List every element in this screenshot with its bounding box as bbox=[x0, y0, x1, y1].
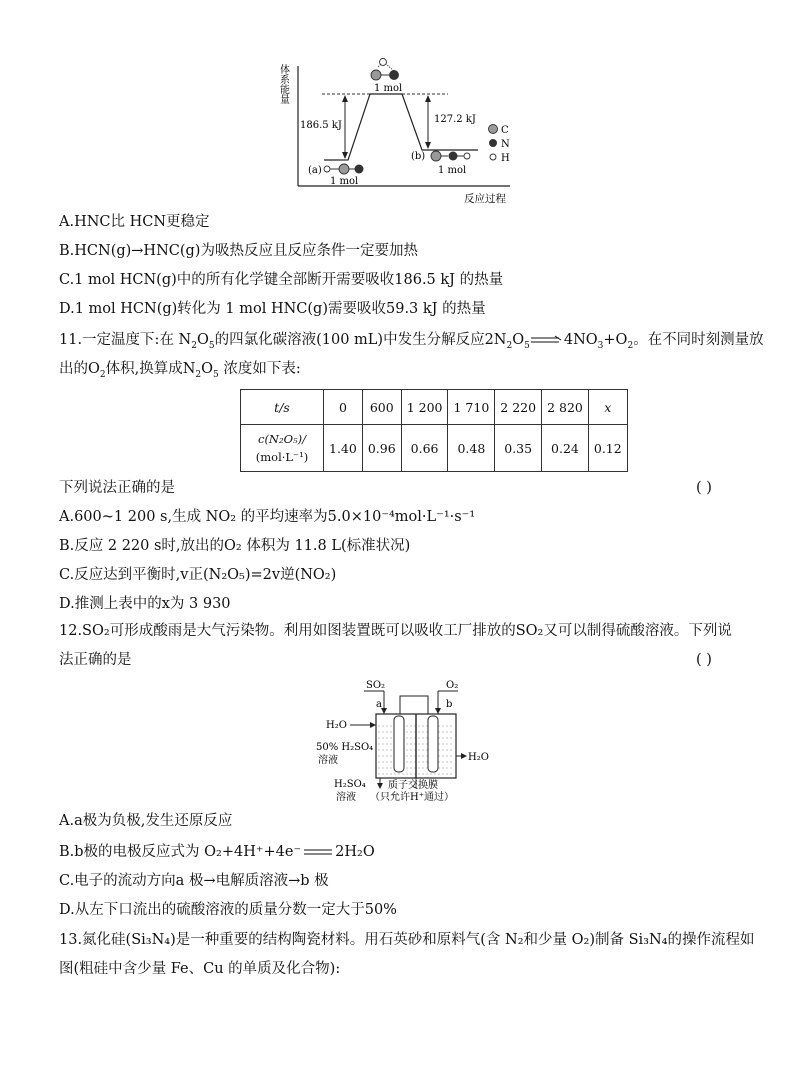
table-cell: 0.12 bbox=[588, 425, 627, 472]
solution-label: 溶液 bbox=[318, 755, 338, 766]
table-cell: x bbox=[588, 390, 627, 425]
table-cell: 0.24 bbox=[542, 425, 589, 472]
molecule-b bbox=[431, 151, 470, 161]
table-cell: 0 bbox=[324, 390, 363, 425]
electrode-b-label: b bbox=[446, 699, 453, 710]
transition-molecule bbox=[371, 59, 399, 81]
table-row-label: c(N₂O₅)/ (mol·L⁻¹) bbox=[241, 425, 324, 472]
q11-option-b[interactable]: B.反应 2 220 s时,放出的O₂ 体积为 11.8 L(标准状况) bbox=[59, 538, 411, 554]
q12-option-d[interactable]: D.从左下口流出的硫酸溶液的质量分数一定大于50% bbox=[59, 902, 397, 918]
so2-label: SO₂ bbox=[366, 680, 386, 691]
membrane-note: （只允许H⁺通过） bbox=[370, 792, 454, 803]
q10-option-d[interactable]: D.1 mol HCN(g)转化为 1 mol HNC(g)需要吸收59.3 kJ 的热量 bbox=[59, 301, 486, 317]
q12-option-b[interactable]: B.b极的电极反应式为 O₂+4H⁺+4e⁻ 2H₂O bbox=[59, 844, 375, 860]
table-cell: 0.35 bbox=[495, 425, 542, 472]
q11-ask: 下列说法正确的是 bbox=[59, 480, 175, 496]
table-cell: 1.40 bbox=[324, 425, 363, 472]
table-row bbox=[241, 390, 628, 425]
q10-option-c[interactable]: C.1 mol HCN(g)中的所有化学键全部断开需要吸收186.5 kJ 的热量 bbox=[59, 272, 504, 288]
water-outlet-label: H₂O bbox=[468, 752, 489, 763]
molecule-a bbox=[324, 164, 364, 174]
q11-answer-bracket[interactable]: ( ) bbox=[696, 480, 712, 496]
h2so4-out-label: H₂SO₄ bbox=[334, 779, 366, 790]
q12-stem-line2: 法正确的是 bbox=[59, 652, 132, 668]
q11-option-d[interactable]: D.推测上表中的x为 3 930 bbox=[59, 596, 231, 612]
table-cell: 1 710 bbox=[448, 390, 495, 425]
table-cell: 1 200 bbox=[401, 390, 448, 425]
h2so4-50-label: 50% H₂SO₄ bbox=[316, 742, 374, 753]
q11-option-a[interactable]: A.600~1 200 s,生成 NO₂ 的平均速率为5.0×10⁻⁴mol·L⁻¹·s⁻¹ bbox=[59, 509, 476, 525]
table-cell: 0.48 bbox=[448, 425, 495, 472]
q12-answer-bracket[interactable]: ( ) bbox=[696, 652, 712, 668]
b-amount: 1 mol bbox=[438, 165, 467, 176]
table-cell: 0.96 bbox=[362, 425, 401, 472]
q11-stem-line2: 出的$O_2$体积,换算成$N_2O_5$ 浓度如下表: bbox=[59, 361, 301, 380]
table-cell: 0.66 bbox=[401, 425, 448, 472]
table-cell: 2 820 bbox=[542, 390, 589, 425]
electrolysis-apparatus bbox=[316, 676, 502, 804]
q12-stem-line1: 12.SO₂可形成酸雨是大气污染物。利用如图装置既可以吸收工厂排放的SO₂又可以制得硫酸溶液。下列说 bbox=[59, 623, 732, 639]
label-b: (b) bbox=[411, 151, 426, 162]
q10-option-a[interactable]: A.HNC比 HCN更稳定 bbox=[59, 214, 210, 230]
solution2-label: 溶液 bbox=[336, 792, 356, 803]
legend-c: C bbox=[501, 125, 509, 136]
legend-n: N bbox=[501, 139, 510, 150]
top-amount: 1 mol bbox=[374, 83, 403, 94]
q10-option-b[interactable]: B.HCN(g)→HNC(g)为吸热反应且反应条件一定要加热 bbox=[59, 243, 418, 259]
left-energy-label: 186.5 kJ bbox=[300, 120, 342, 131]
table-cell: 2 220 bbox=[495, 390, 542, 425]
membrane-label: 质子交换膜 bbox=[388, 780, 438, 791]
table-cell: 600 bbox=[362, 390, 401, 425]
table-header-time: t/s bbox=[241, 390, 324, 425]
right-energy-label: 127.2 kJ bbox=[434, 114, 476, 125]
x-axis-label: 反应过程 bbox=[464, 193, 506, 205]
a-amount: 1 mol bbox=[330, 176, 359, 187]
y-axis-label: 体系能量 bbox=[278, 64, 289, 104]
q13-stem-line1: 13.氮化硅(Si₃N₄)是一种重要的结构陶瓷材料。用石英砂和原料气(含 N₂和少量 O₂)制备 Si₃N₄的操作流程如 bbox=[59, 932, 755, 948]
legend bbox=[489, 125, 511, 165]
label-a: (a) bbox=[308, 165, 322, 176]
table-row bbox=[241, 425, 628, 472]
q11-option-c[interactable]: C.反应达到平衡时,v正(N₂O₅)=2v逆(NO₂) bbox=[59, 567, 337, 583]
q11-stem-line1: 11.一定温度下:在 $N_2O_5$的四氯化碳溶液(100 mL)中发生分解反应$2N_2O_5$ $4NO_3+O_2$。在不同时刻测量放 bbox=[59, 332, 764, 351]
concentration-table bbox=[240, 389, 628, 472]
energy-diagram bbox=[278, 56, 523, 208]
equals-arrow bbox=[530, 335, 564, 345]
water-inlet-label: H₂O bbox=[326, 720, 347, 731]
q13-stem-line2: 图(粗硅中含少量 Fe、Cu 的单质及化合物): bbox=[59, 961, 341, 977]
legend-h: H bbox=[501, 153, 510, 164]
equals-sign bbox=[301, 847, 335, 857]
energy-curve bbox=[324, 94, 478, 160]
o2-label: O₂ bbox=[446, 680, 459, 691]
electrode-a-label: a bbox=[376, 699, 382, 710]
q12-option-a[interactable]: A.a极为负极,发生还原反应 bbox=[59, 813, 233, 829]
q12-option-c[interactable]: C.电子的流动方向a 极→电解质溶液→b 极 bbox=[59, 873, 329, 889]
